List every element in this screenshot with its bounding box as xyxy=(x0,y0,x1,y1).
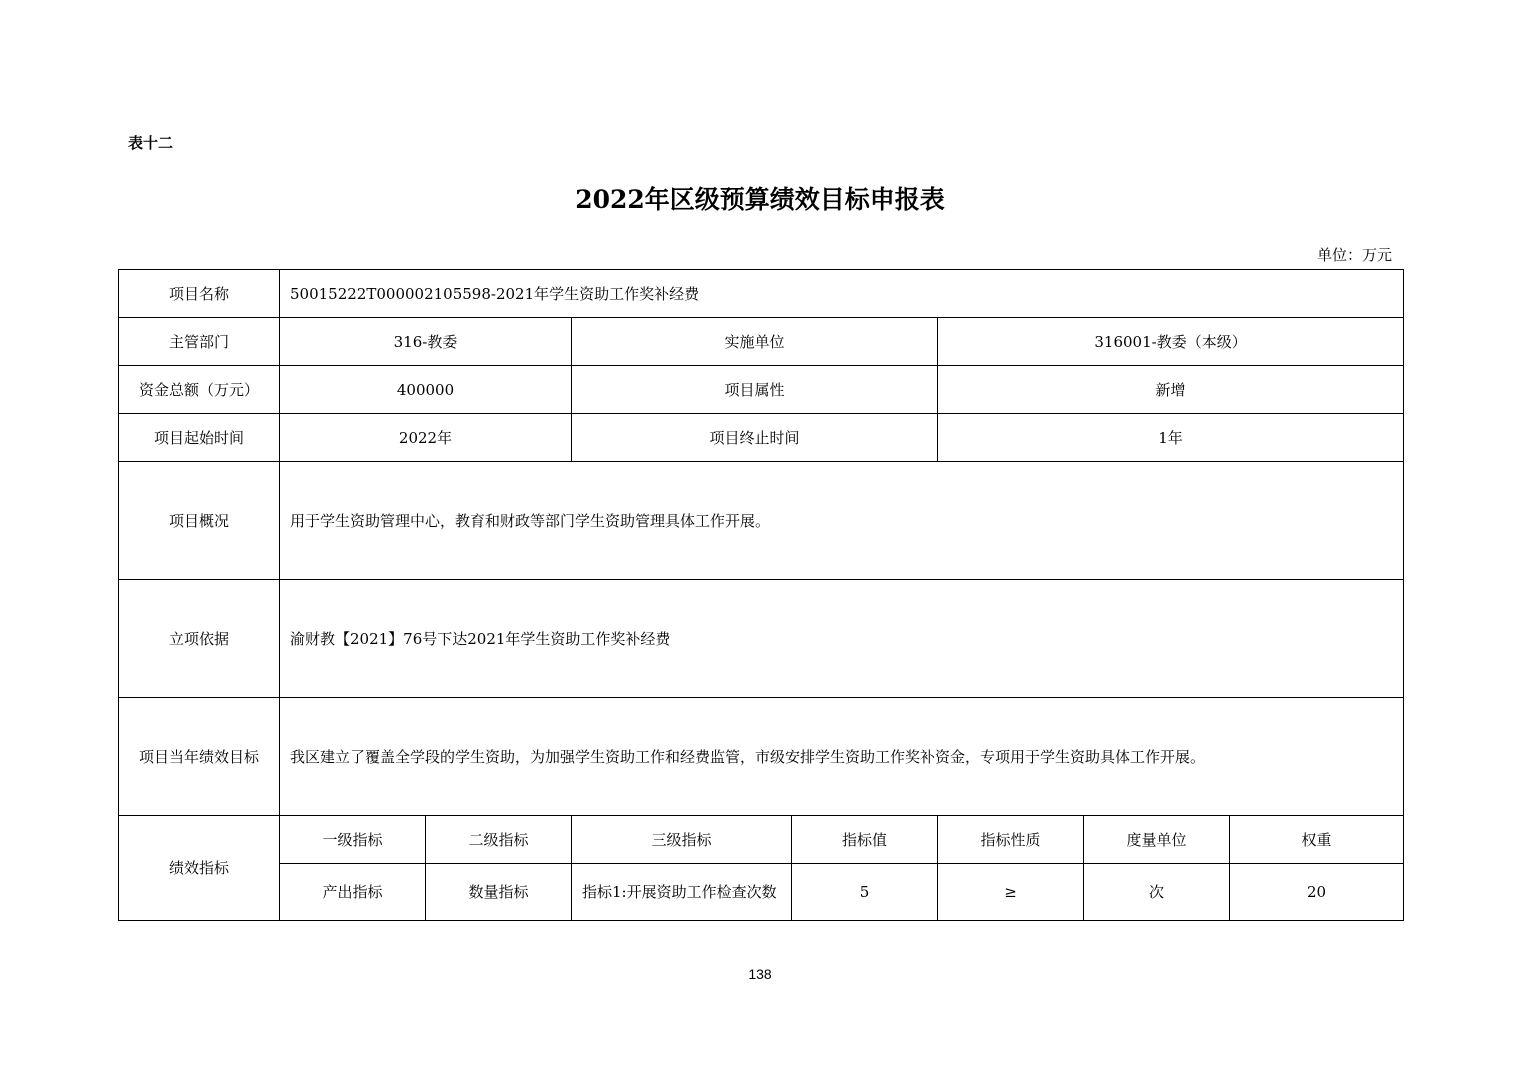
indicator-cell: ≥ xyxy=(938,864,1084,921)
goal-value: 我区建立了覆盖全学段的学生资助，为加强学生资助工作和经费监管，市级安排学生资助工作奖补资金，专项用于学生资助具体工作开展。 xyxy=(280,698,1404,816)
project-name-label: 项目名称 xyxy=(119,270,280,318)
budget-target-table xyxy=(118,269,1404,921)
indicator-cell: 次 xyxy=(1084,864,1230,921)
department-value: 316-教委 xyxy=(280,318,572,366)
basis-label: 立项依据 xyxy=(119,580,280,698)
start-time-value: 2022年 xyxy=(280,414,572,462)
project-attribute-label: 项目属性 xyxy=(572,366,938,414)
indicator-header: 三级指标 xyxy=(572,816,792,864)
project-name-value: 50015222T000002105598-2021年学生资助工作奖补经费 xyxy=(280,270,1404,318)
basis-value: 渝财教【2021】76号下达2021年学生资助工作奖补经费 xyxy=(280,580,1404,698)
indicator-header: 一级指标 xyxy=(280,816,426,864)
start-time-label: 项目起始时间 xyxy=(119,414,280,462)
unit-label: 单位：万元 xyxy=(1316,246,1392,264)
page-title: 2022年区级预算绩效目标申报表 xyxy=(575,185,945,214)
page-number: 138 xyxy=(748,966,772,982)
indicator-cell: 5 xyxy=(792,864,938,921)
indicator-cell: 20 xyxy=(1230,864,1404,921)
indicator-cell: 指标1:开展资助工作检查次数 xyxy=(572,864,792,921)
indicator-header: 二级指标 xyxy=(426,816,572,864)
indicator-header: 权重 xyxy=(1230,816,1404,864)
table-label: 表十二 xyxy=(128,134,174,152)
indicator-header: 度量单位 xyxy=(1084,816,1230,864)
overview-label: 项目概况 xyxy=(119,462,280,580)
end-time-value: 1年 xyxy=(938,414,1404,462)
indicators-label: 绩效指标 xyxy=(119,816,280,921)
goal-label: 项目当年绩效目标 xyxy=(119,698,280,816)
implementing-unit-value: 316001-教委（本级） xyxy=(938,318,1404,366)
indicator-cell: 数量指标 xyxy=(426,864,572,921)
funds-value: 400000 xyxy=(280,366,572,414)
indicator-header: 指标性质 xyxy=(938,816,1084,864)
implementing-unit-label: 实施单位 xyxy=(572,318,938,366)
funds-label: 资金总额（万元） xyxy=(119,366,280,414)
indicator-cell: 产出指标 xyxy=(280,864,426,921)
department-label: 主管部门 xyxy=(119,318,280,366)
end-time-label: 项目终止时间 xyxy=(572,414,938,462)
indicator-header: 指标值 xyxy=(792,816,938,864)
overview-value: 用于学生资助管理中心，教育和财政等部门学生资助管理具体工作开展。 xyxy=(280,462,1404,580)
project-attribute-value: 新增 xyxy=(938,366,1404,414)
